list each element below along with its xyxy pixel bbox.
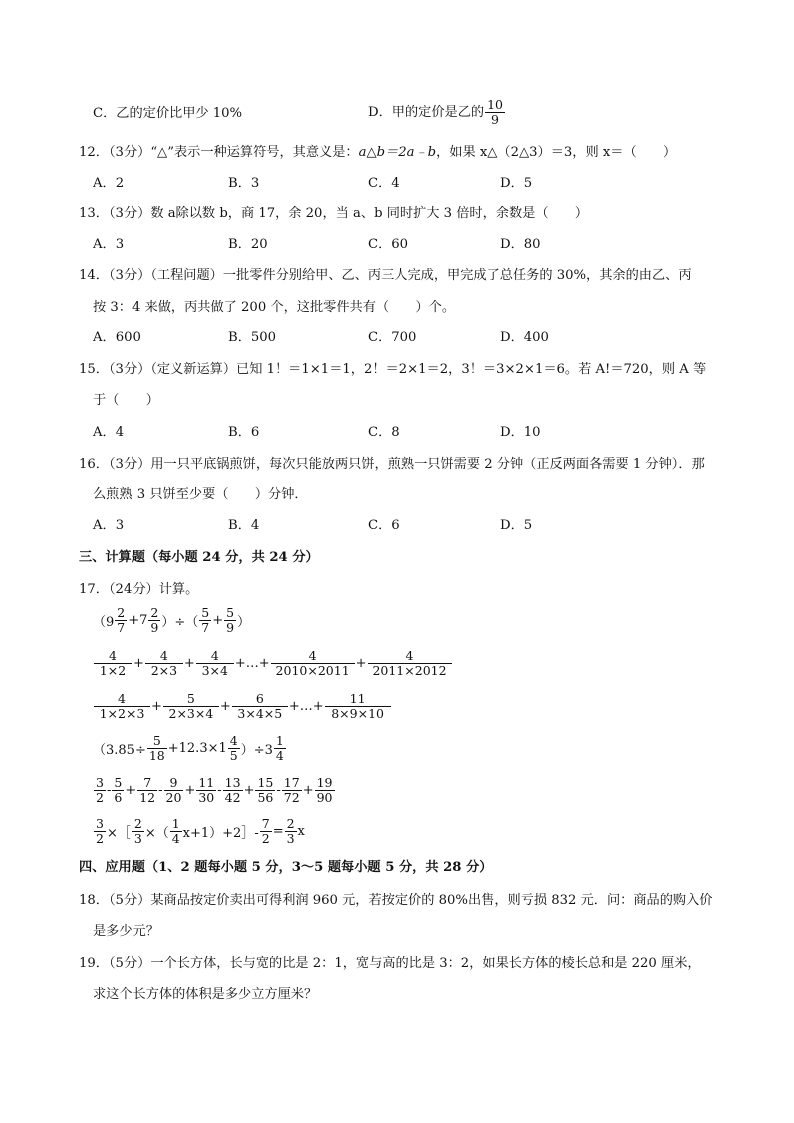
q16-option-c: C．6 [368,518,400,533]
q16-option-d: D．5 [500,518,533,533]
q15-option-b: B．6 [228,425,260,440]
q12-text-end: ，如果 x△（2△3）＝3，则 x＝（ ） [436,145,677,160]
q13-option-b: B．20 [228,237,268,252]
q12-question [79,143,676,163]
q11-option-d-fraction: $\frac{10}{9}$ [487,97,503,127]
q14-option-b: B．500 [228,330,277,345]
q17-expression-2: $\frac{4}{1\times 2}$ + $\frac{4}{2\times 3}$ + $\frac{4}{3\times 4}$ +…+ $\frac{4}{2010\times 2011}$ + $\frac{4}{2011\times 2012}$ [93,649,453,678]
q11-option-d-text: D．甲的定价是乙的 [368,105,485,120]
q17-expression-5: $\frac{3}{2}$ - $\frac{5}{6}$ + $\frac{7}{12}$ - $\frac{9}{20}$ + $\frac{11}{30}$ - $\frac{13}{42}$ + $\frac{15}{56}$ - $\frac{17}{72}$ + $\frac{19}{90}$ [96,775,333,805]
q13-option-d: D．80 [500,237,541,252]
q17-expression-3: $\frac{4}{1\times 2\times 3}$ + $\frac{5}{2\times 3\times 4}$ + $\frac{6}{3\times 4\times 5}$ +…+ $\frac{11}{8\times 9\times 10}$ [93,692,392,721]
q13-question: 13．（3分）数 a除以数 b，商 17，余 20，当 a、b 同时扩大 3 倍时，余数是（ ） [79,206,589,221]
q17-expression-1: （9 $\frac{2}{7}$ +7 $\frac{2}{9}$ ）÷（ $\frac{5}{7}$ + $\frac{5}{9}$ ） [93,605,251,635]
q18-question-line1: 18．（5分）某商品按定价卖出可得利润 960 元，若按定价的 80%出售，则亏损 832 元．问：商品的购入价 [79,893,713,908]
q14-option-c: C．700 [368,330,417,345]
q15-option-c: C．8 [368,425,400,440]
q15-question-line1: 15．（3分）（定义新运算）已知 1！＝1×1＝1，2！＝2×1＝2，3！＝3×2×1＝6。若 A!＝720，则 A 等 [79,362,707,377]
q17-question: 17．（24分）计算。 [79,582,199,597]
q18-question-line2: 是多少元？ [93,924,159,939]
q11-option-d [368,98,506,127]
q13-option-a: A．3 [93,237,125,252]
q14-option-d: D．400 [500,330,549,345]
q12-formula: a△b＝2a﹣b [358,145,437,160]
q17-expression-6: $\frac{3}{2}$ ×［ $\frac{2}{3}$ ×（ $\frac{1}{4}$ x+1）+2］- $\frac{7}{2}$ = $\frac{2}{3}$ x [96,816,305,846]
q15-option-a: A．4 [93,425,125,440]
q12-text: 12．（3分）“△”表示一种运算符号，其意义是： [79,145,359,160]
q19-question-line2: 求这个长方体的体积是多少立方厘米？ [93,987,318,1002]
section-heading-application: 四、应用题（1、2 题每小题 5 分，3～5 题每小题 5 分，共 28 分） [79,860,493,875]
q17-expression-4: （3.85÷ $\frac{5}{18}$ +12.3×1 $\frac{4}{5}$ ）÷3 $\frac{1}{4}$ [93,733,284,763]
q12-option-a: A．2 [93,176,125,191]
q14-option-a: A．600 [93,330,141,345]
q12-option-d: D．5 [500,176,533,191]
q16-option-b: B．4 [228,518,260,533]
q12-option-b: B．3 [228,176,260,191]
q11-option-c: C．乙的定价比甲少 10% [93,106,243,121]
q12-option-c: C．4 [368,176,400,191]
q15-question-line2: 于（ ） [93,393,159,408]
q19-question-line1: 19．（5分）一个长方体，长与宽的比是 2：1，宽与高的比是 3：2，如果长方体的棱长总和是 220 厘米， [79,956,701,971]
q15-option-d: D．10 [500,425,541,440]
q16-option-a: A．3 [93,518,125,533]
section-heading-calculation: 三、计算题（每小题 24 分，共 24 分） [79,550,319,565]
q14-question-line2: 按 3：4 来做，丙共做了 200 个，这批零件共有（ ）个。 [93,300,456,315]
q13-option-c: C．60 [368,237,409,252]
q14-question-line1: 14．（3分）（工程问题）一批零件分别给甲、乙、丙三人完成，甲完成了总任务的 30%，其余的由乙、丙 [79,268,692,283]
q16-question-line1: 16．（3分）用一只平底锅煎饼，每次只能放两只饼，煎熟一只饼需要 2 分钟（正反两面各需要 1 分钟）．那 [79,457,705,472]
q16-question-line2: 么煎熟 3 只饼至少要（ ）分钟． [93,487,308,502]
